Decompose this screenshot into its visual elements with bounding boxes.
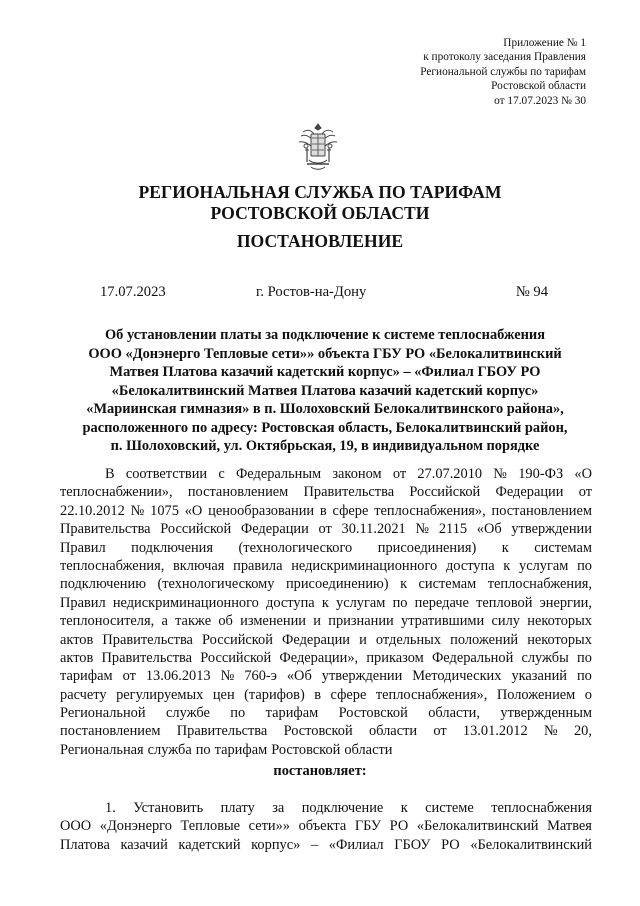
word: В — [105, 466, 115, 482]
word: Методических — [412, 668, 502, 685]
word: (тарифов) — [244, 686, 305, 703]
word: «О — [574, 466, 592, 482]
text-line — [60, 667, 592, 685]
word: законом — [332, 466, 382, 482]
word: передаче — [414, 594, 469, 611]
word: по — [576, 668, 592, 685]
text-line — [60, 539, 592, 557]
word: РО — [389, 818, 409, 835]
text-line — [60, 799, 592, 817]
word: недискриминационного — [291, 557, 438, 574]
word: теплоснабжении», — [60, 484, 173, 501]
text-line — [60, 594, 592, 612]
word: от — [433, 723, 447, 740]
word: Правительства — [60, 521, 151, 538]
word: постановлением — [187, 484, 289, 501]
appendix-note — [286, 36, 586, 108]
subject-line: «Мариинская гимназия» в п. Шолоховский Белокалитвинского района», — [86, 401, 564, 417]
word: об — [218, 613, 233, 630]
word: Ростовской — [338, 705, 408, 722]
word: изменении — [240, 613, 307, 630]
word: к — [501, 539, 509, 556]
word: а — [161, 613, 168, 630]
text-line — [60, 631, 592, 649]
word: к — [321, 594, 329, 611]
document-number: № 94 — [515, 284, 548, 300]
word: – — [310, 836, 319, 853]
word: теплоснабжения», — [374, 502, 486, 519]
word: «Об — [286, 668, 312, 685]
appendix-line: Ростовской области — [491, 80, 586, 93]
word: доступа — [266, 594, 315, 611]
word: Российской — [202, 631, 273, 648]
word: «Об — [476, 521, 502, 538]
word: присоединению) — [285, 576, 389, 593]
text-line — [60, 520, 592, 538]
text-line — [60, 817, 592, 835]
word: Матвея — [547, 818, 592, 835]
word: указаний — [511, 668, 567, 685]
word: тарифам — [265, 705, 319, 722]
subject-line: Матвея Платова казачий кадетский корпус» – «Филиал ГБОУ РО — [109, 364, 541, 380]
word: объекта — [298, 818, 347, 835]
word: утвержденным — [500, 705, 592, 722]
text-line — [60, 704, 592, 722]
word: теплоносителя, — [60, 613, 155, 630]
word: системе — [425, 800, 474, 816]
word: Правительства — [176, 723, 268, 740]
word: соответствии — [125, 466, 208, 482]
word: утратившими — [401, 613, 485, 630]
word: Ростовской — [283, 723, 353, 740]
word: в — [314, 686, 322, 703]
text-line — [60, 649, 592, 667]
document-city: г. Ростов-на-Дону — [256, 284, 367, 300]
word: актов — [60, 631, 94, 648]
word: недискриминационного — [112, 594, 259, 611]
text-line — [60, 686, 592, 704]
word: от — [578, 484, 592, 501]
word: службы — [521, 649, 569, 666]
word: правила — [233, 557, 283, 574]
word: теплоснабжения, — [487, 576, 592, 593]
word: за — [272, 800, 285, 816]
word: «Филиал — [328, 836, 384, 853]
preamble-paragraph — [60, 465, 592, 759]
word: Российской — [200, 649, 272, 666]
word: к — [503, 557, 511, 574]
text-line — [60, 722, 592, 740]
word: Правительства — [102, 631, 193, 648]
word: области — [368, 723, 418, 740]
word: Российской — [160, 521, 232, 538]
subject-line: Об установлении платы за подключение к системе теплоснабжения — [104, 327, 546, 343]
word: о — [584, 686, 592, 703]
word: (технологического — [238, 539, 353, 556]
word: РО — [441, 836, 460, 853]
word: по — [230, 705, 246, 722]
word: № — [130, 502, 145, 519]
coat-of-arms-icon — [295, 120, 341, 172]
text-line — [60, 741, 592, 759]
word: цен — [212, 686, 235, 703]
word: от — [392, 466, 407, 482]
word: «Донэнерго — [99, 818, 172, 835]
organization-title-line: РОСТОВСКОЙ ОБЛАСТИ — [210, 203, 430, 223]
word: признании — [328, 613, 394, 630]
word: № — [220, 668, 235, 685]
word: расчету — [60, 686, 107, 703]
word: по — [195, 741, 211, 758]
word: и — [359, 631, 367, 648]
word: № — [415, 521, 430, 538]
word: Установить — [133, 800, 204, 816]
word: (технологическому — [157, 576, 275, 593]
document-date: 17.07.2023 — [100, 284, 166, 300]
word: службе — [166, 705, 210, 722]
word: Тепловые — [180, 818, 241, 835]
word: ГБОУ — [394, 836, 431, 853]
word: 190-ФЗ — [518, 466, 564, 482]
word: ООО — [60, 818, 92, 835]
word: в — [319, 502, 327, 519]
word: ценообразовании — [208, 502, 315, 519]
word: корпус» — [251, 836, 301, 853]
word: постановлением — [60, 723, 161, 740]
word: сфере — [332, 502, 369, 519]
decree-word: постановляет: — [273, 763, 367, 779]
document-meta — [100, 283, 548, 303]
word: к — [400, 576, 408, 593]
word: от — [122, 668, 136, 685]
word: Федерации — [240, 521, 309, 538]
word: сфере — [330, 686, 367, 703]
word: 760-э — [244, 668, 277, 685]
word: системам — [534, 539, 592, 556]
word: актов — [60, 649, 94, 666]
text-line — [60, 465, 592, 483]
text-line — [60, 836, 592, 854]
word: Федерации», — [279, 649, 359, 666]
word: «О — [184, 502, 203, 519]
word: утверждении — [511, 521, 592, 538]
document-subject — [60, 326, 590, 456]
word: включая — [173, 557, 225, 574]
word: постановлением — [491, 502, 592, 519]
word: услугам — [519, 557, 569, 574]
text-line — [60, 483, 592, 501]
word: № — [543, 723, 558, 740]
word: 20, — [573, 723, 592, 740]
word: 22.10.2012 — [60, 502, 125, 519]
word: подключению — [60, 576, 146, 593]
word: Положением — [496, 686, 576, 703]
document-type: ПОСТАНОВЛЕНИЕ — [236, 231, 404, 251]
word: теплоснабжения, — [60, 557, 165, 574]
word: области — [344, 741, 393, 758]
word: отдельных — [375, 631, 442, 648]
word: Правил — [60, 539, 106, 556]
word: тарифам — [60, 668, 113, 685]
word: Федеральной — [431, 649, 514, 666]
word: с — [218, 466, 225, 482]
word: присоединения) — [377, 539, 477, 556]
word: от — [318, 521, 332, 538]
word: подключения — [131, 539, 213, 556]
word: тарифам — [214, 741, 268, 758]
word: по — [577, 649, 592, 666]
text-line — [60, 575, 592, 593]
word: Региональная — [60, 741, 144, 758]
word: Ростовской — [271, 741, 341, 758]
appendix-line: от 17.07.2023 № 30 — [494, 94, 586, 107]
word: Региональной — [60, 705, 146, 722]
word: Платова — [60, 836, 110, 853]
word: некоторых — [527, 613, 592, 630]
organization-title — [0, 182, 640, 224]
word: по — [577, 557, 592, 574]
word: к — [400, 800, 408, 816]
word: и — [313, 613, 321, 630]
word: области, — [428, 705, 480, 722]
word: подключение — [301, 800, 384, 816]
word: плату — [220, 800, 255, 816]
word: ГБУ — [354, 818, 382, 835]
word: 13.01.2012 — [462, 723, 528, 740]
word: также — [175, 613, 212, 630]
word: теплоснабжения — [491, 800, 592, 816]
word: системам — [418, 576, 477, 593]
subject-line: расположенного по адресу: Ростовская область, Белокалитвинский район, — [82, 419, 568, 436]
word: некоторых — [527, 631, 592, 648]
word: Правил — [60, 594, 106, 611]
appendix-line: Региональной службы по тарифам — [420, 65, 586, 78]
organization-title-line: РЕГИОНАЛЬНАЯ СЛУЖБА ПО ТАРИФАМ — [138, 182, 502, 202]
word: Федеральным — [235, 466, 322, 482]
word: приказом — [366, 649, 424, 666]
appendix-line: к протоколу заседания Правления — [423, 51, 586, 64]
word: Российской — [409, 484, 481, 501]
word: Федерации — [282, 631, 351, 648]
word: сети»» — [248, 818, 290, 835]
word: казачий — [120, 836, 168, 853]
word: силу — [491, 613, 520, 630]
word: по — [392, 594, 408, 611]
text-line — [60, 557, 592, 575]
subject-line: п. Шолоховский, ул. Октябрьская, 19, в индивидуальном порядке — [110, 438, 540, 454]
word: кадетский — [178, 836, 241, 853]
word: 13.06.2013 — [145, 668, 211, 685]
word: энергии, — [539, 594, 592, 611]
decree-item-1 — [60, 799, 592, 854]
subject-line: ООО «Донэнерго Тепловые сети»» объекта ГБУ РО «Белокалитвинский — [88, 345, 562, 362]
word: 1075 — [150, 502, 179, 519]
word: доступа — [445, 557, 495, 574]
word: услугам — [336, 594, 386, 611]
word: 27.07.2010 — [417, 466, 483, 482]
word: № — [493, 466, 508, 482]
word: Правительства — [303, 484, 395, 501]
word: регулируемых — [116, 686, 204, 703]
word: утверждении — [321, 668, 403, 685]
word: 30.11.2021 — [341, 521, 406, 538]
word: Федерации — [495, 484, 564, 501]
word: служба — [147, 741, 192, 758]
word: теплоснабжения», — [375, 686, 488, 703]
text-line — [60, 612, 592, 630]
appendix-line: Приложение № 1 — [503, 37, 586, 49]
word: «Белокалитвинский — [470, 836, 592, 853]
word: «Белокалитвинский — [416, 818, 539, 835]
word: 2115 — [438, 521, 468, 538]
word: тепловой — [476, 594, 533, 611]
word: Правительства — [101, 649, 193, 666]
subject-line: «Белокалитвинский Матвея Платова казачий кадетский корпус» — [111, 382, 539, 399]
word: 1. — [105, 800, 116, 816]
word: положений — [450, 631, 519, 648]
text-line — [60, 502, 592, 520]
